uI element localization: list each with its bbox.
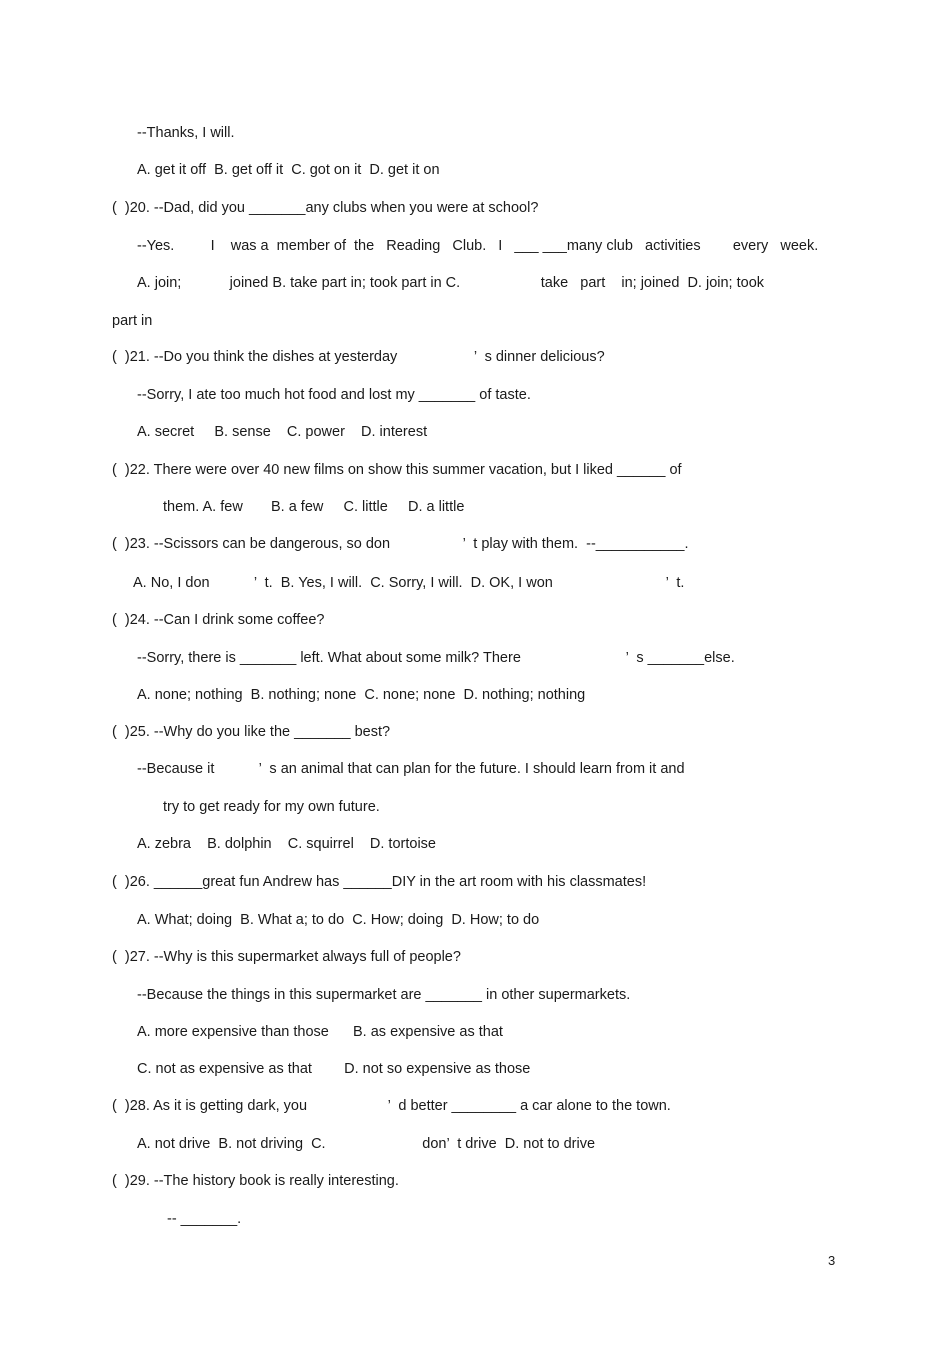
- text-line: A. No, I don ’ t. B. Yes, I will. C. Sorry, I will. D. OK, I won ’ t.: [133, 575, 685, 591]
- question-25: ( )25. --Why do you like the _______ best?: [112, 724, 391, 740]
- text-line: A. more expensive than those B. as expensive as that: [137, 1024, 503, 1040]
- question-22: ( )22. There were over 40 new films on show this summer vacation, but I liked ______ of: [112, 462, 682, 478]
- text-line: C. not as expensive as that D. not so expensive as those: [137, 1061, 531, 1077]
- text-line: part in: [112, 313, 153, 329]
- question-24: ( )24. --Can I drink some coffee?: [112, 612, 325, 628]
- text-line: try to get ready for my own future.: [163, 799, 380, 815]
- text-line: --Yes. I was a member of the Reading Club. I ___ ___many club activities every week.: [137, 238, 819, 254]
- text-line: A. none; nothing B. nothing; none C. none; none D. nothing; nothing: [137, 687, 586, 703]
- question-21: ( )21. --Do you think the dishes at yesterday ’ s dinner delicious?: [112, 349, 605, 365]
- question-29: ( )29. --The history book is really interesting.: [112, 1173, 399, 1189]
- text-line: A. get it off B. get off it C. got on it D. get it on: [137, 162, 440, 178]
- text-line: --Because it ’ s an animal that can plan for the future. I should learn from it and: [137, 761, 685, 777]
- text-line: --Thanks, I will.: [137, 125, 235, 141]
- text-line: A. not drive B. not driving C. don’ t drive D. not to drive: [137, 1136, 596, 1152]
- text-line: --Sorry, I ate too much hot food and lost my _______ of taste.: [137, 387, 531, 403]
- text-line: A. zebra B. dolphin C. squirrel D. tortoise: [137, 836, 436, 852]
- question-27: ( )27. --Why is this supermarket always full of people?: [112, 949, 461, 965]
- text-line: --Because the things in this supermarket are _______ in other supermarkets.: [137, 987, 631, 1003]
- question-28: ( )28. As it is getting dark, you ’ d better ________ a car alone to the town.: [112, 1098, 671, 1114]
- text-line: A. join; joined B. take part in; took part in C. take part in; joined D. join; took: [137, 275, 765, 291]
- text-line: A. What; doing B. What a; to do C. How; doing D. How; to do: [137, 912, 540, 928]
- question-20: ( )20. --Dad, did you _______any clubs when you were at school?: [112, 200, 539, 216]
- text-line: --Sorry, there is _______ left. What about some milk? There ’ s _______else.: [137, 650, 735, 666]
- question-23: ( )23. --Scissors can be dangerous, so don ’ t play with them. --___________.: [112, 536, 689, 552]
- text-line: -- _______.: [167, 1211, 242, 1227]
- text-line: them. A. few B. a few C. little D. a little: [163, 499, 465, 515]
- question-26: ( )26. ______great fun Andrew has ______DIY in the art room with his classmates!: [112, 874, 647, 890]
- page-number: 3: [828, 1253, 836, 1268]
- text-line: A. secret B. sense C. power D. interest: [137, 424, 428, 440]
